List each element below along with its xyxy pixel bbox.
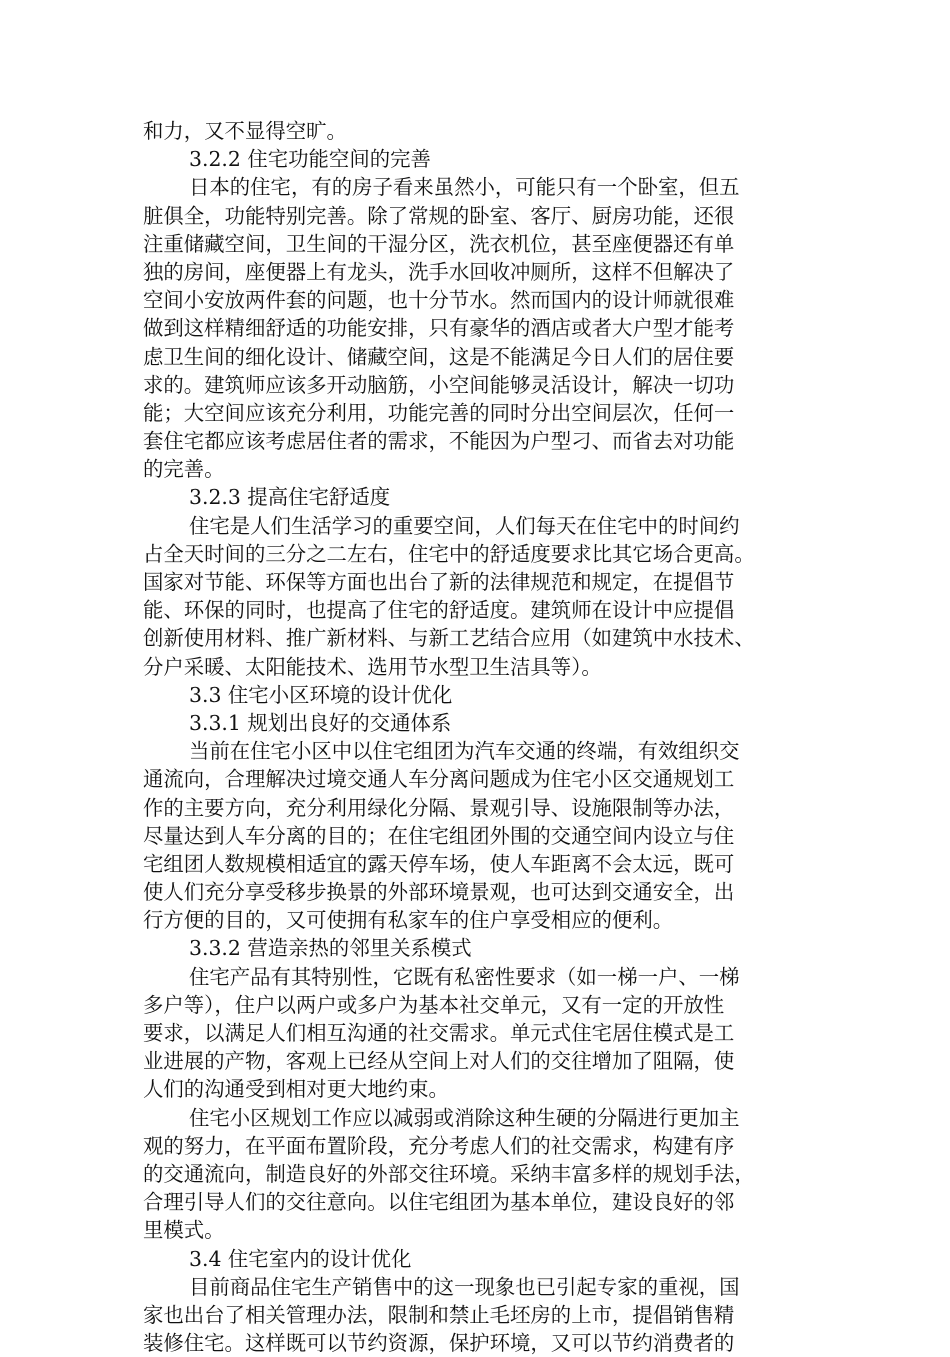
- text-line: 求的。建筑师应该多开动脑筋，小空间能够灵活设计，解决一切功: [143, 372, 735, 397]
- text-line: 脏俱全，功能特别完善。除了常规的卧室、客厅、厨房功能，还很: [143, 203, 735, 228]
- text-line: 分户采暖、太阳能技术、选用节水型卫生洁具等）。: [143, 654, 602, 679]
- text-line: 的完善。: [143, 457, 225, 482]
- text-line: 观的努力，在平面布置阶段，充分考虑人们的社交需求，构建有序: [143, 1133, 735, 1158]
- text-line: 装修住宅。这样既可以节约资源，保护环境，又可以节约消费者的: [143, 1331, 735, 1356]
- text-line: 使人们充分享受移步换景的外部环境景观，也可达到交通安全，出: [143, 880, 735, 905]
- text-line: 人们的沟通受到相对更大地约束。: [143, 1077, 449, 1102]
- text-line: 通流向，合理解决过境交通人车分离问题成为住宅小区交通规划工: [143, 767, 735, 792]
- text-line: 行方便的目的，又可使拥有私家车的住户享受相应的便利。: [143, 908, 674, 933]
- section-heading: 3.4 住宅室内的设计优化: [189, 1246, 412, 1271]
- text-line: 注重储藏空间，卫生间的干湿分区，洗衣机位，甚至座便器还有单: [143, 231, 735, 256]
- text-line: 目前商品住宅生产销售中的这一现象也已引起专家的重视，国: [189, 1274, 740, 1299]
- text-line: 住宅小区规划工作应以减弱或消除这种生硬的分隔进行更加主: [189, 1105, 740, 1130]
- document-body: [143, 117, 795, 1357]
- text-line: 套住宅都应该考虑居住者的需求，不能因为户型刁、而省去对功能: [143, 429, 735, 454]
- text-line: 国家对节能、环保等方面也出台了新的法律规范和规定，在提倡节: [143, 570, 735, 594]
- section-heading: 3.2.3 提高住宅舒适度: [189, 485, 391, 510]
- text-line: 独的房间，座便器上有龙头，洗手水回收冲厕所，这样不但解决了: [143, 259, 735, 284]
- text-line: 做到这样精细舒适的功能安排，只有豪华的酒店或者大户型才能考: [143, 316, 735, 341]
- section-heading: 3.2.2 住宅功能空间的完善: [189, 147, 431, 172]
- text-line: 要求，以满足人们相互沟通的社交需求。单元式住宅居住模式是工: [143, 1021, 735, 1045]
- text-line: 业进展的产物，客观上已经从空间上对人们的交往增加了阻隔，使: [143, 1049, 735, 1074]
- text-line: 能；大空间应该充分利用，功能完善的同时分出空间层次，任何一: [143, 400, 735, 425]
- text-line: 的交通流向，制造良好的外部交往环境。采纳丰富多样的规划手法，: [143, 1161, 755, 1186]
- text-line: 里模式。: [143, 1218, 225, 1243]
- section-heading: 3.3 住宅小区环境的设计优化: [189, 682, 453, 707]
- text-line: 日本的住宅，有的房子看来虽然小，可能只有一个卧室，但五: [189, 175, 740, 200]
- text-line: 尽量达到人车分离的目的；在住宅组团外围的交通空间内设立与住: [143, 823, 735, 848]
- text-line: 虑卫生间的细化设计、储藏空间，这是不能满足今日人们的居住要: [143, 344, 735, 369]
- text-line: 住宅产品有其特别性，它既有私密性要求（如一梯一户、一梯: [189, 964, 740, 989]
- text-line: 住宅是人们生活学习的重要空间，人们每天在住宅中的时间约: [189, 513, 740, 538]
- text-line: 多户等），住户以两户或多户为基本社交单元，又有一定的开放性: [143, 992, 725, 1017]
- text-line: 创新使用材料、推广新材料、与新工艺结合应用（如建筑中水技术、: [143, 626, 755, 651]
- text-line: 家也出台了相关管理办法，限制和禁止毛坯房的上市，提倡销售精: [143, 1302, 735, 1327]
- text-line: 占全天时间的三分之二左右，住宅中的舒适度要求比其它场合更高。: [143, 541, 755, 566]
- text-line: 宅组团人数规模相适宜的露天停车场，使人车距离不会太远，既可: [143, 851, 735, 876]
- text-line: 合理引导人们的交往意向。以住宅组团为基本单位，建设良好的邻: [143, 1190, 735, 1215]
- section-heading: 3.3.2 营造亲热的邻里关系模式: [189, 936, 472, 961]
- text-line: 空间小安放两件套的问题，也十分节水。然而国内的设计师就很难: [143, 288, 735, 313]
- text-line: 和力，又不显得空旷。: [143, 119, 347, 143]
- section-heading: 3.3.1 规划出良好的交通体系: [189, 710, 452, 735]
- text-line: 作的主要方向，充分利用绿化分隔、景观引导、设施限制等办法，: [143, 795, 735, 820]
- text-line: 当前在住宅小区中以住宅组团为汽车交通的终端，有效组织交: [189, 739, 740, 764]
- text-line: 能、环保的同时，也提高了住宅的舒适度。建筑师在设计中应提倡: [143, 598, 735, 623]
